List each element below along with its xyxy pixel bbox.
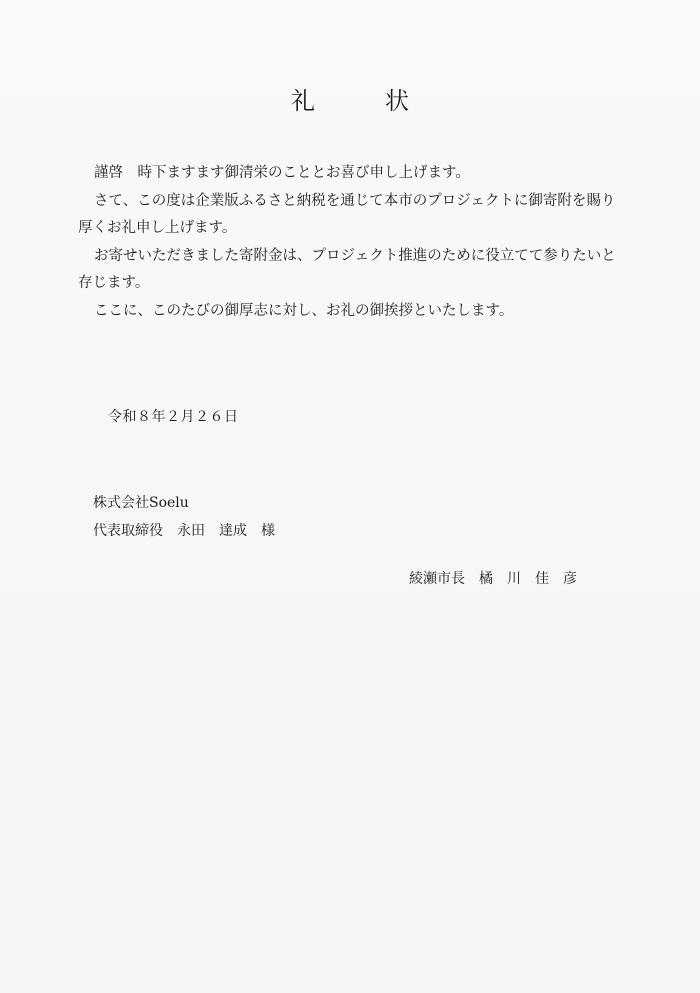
title-char-left: 礼: [291, 87, 315, 115]
sender-signature: 綾瀬市長 橘 川 佳 彦: [409, 571, 577, 587]
recipient-block: [93, 489, 275, 545]
letter-title: [0, 86, 700, 116]
letter-date: 令和８年２月２６日: [108, 409, 239, 425]
recipient-company: 株式会社Soelu: [93, 495, 189, 511]
title-char-right: 状: [385, 87, 409, 115]
paragraph-usage: お寄せいただきました寄附金は、プロジェクト推進のために役立てて参りたいと存じます。: [78, 247, 616, 291]
paragraph-thanks: さて、この度は企業版ふるさと納税を通じて本市のプロジェクトに御寄附を賜り厚くお礼申し上げます。: [78, 192, 616, 236]
letter-body: [78, 160, 628, 325]
paragraph-closing: ここに、このたびの御厚志に対し、お礼の御挨拶といたします。: [94, 302, 514, 319]
paragraph-greeting: 謹啓 時下ますます御清栄のこととお喜び申し上げます。: [94, 165, 470, 181]
recipient-person: 代表取締役 永田 達成 様: [93, 523, 275, 539]
